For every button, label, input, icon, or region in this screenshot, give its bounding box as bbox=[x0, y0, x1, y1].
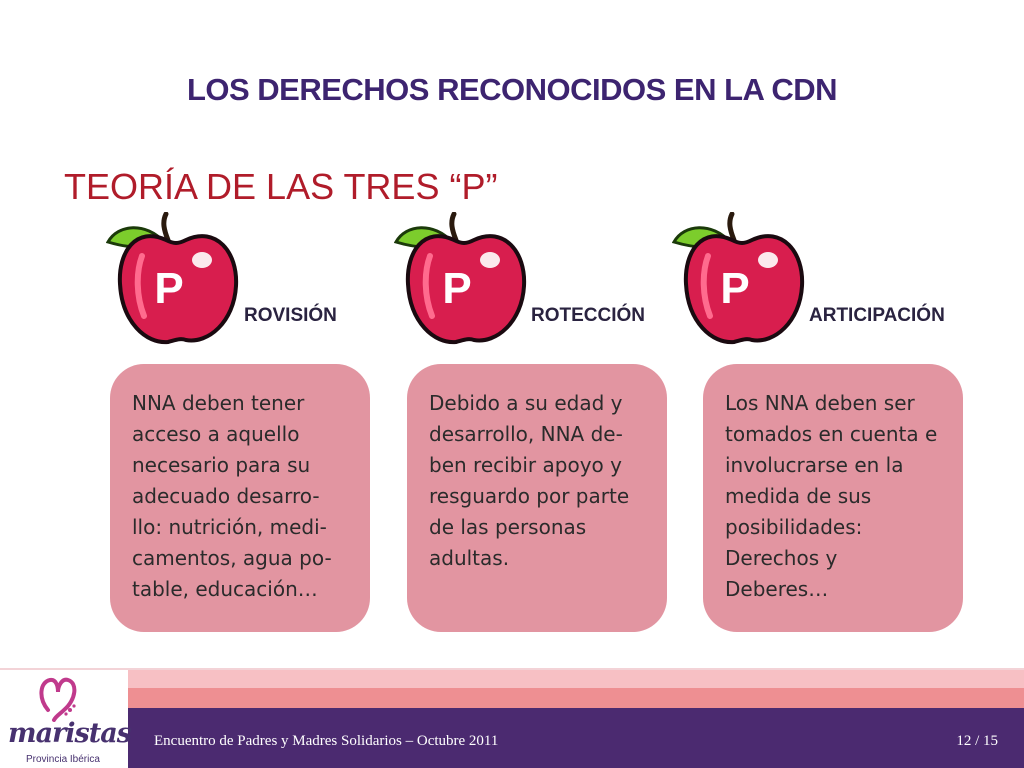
footer-band-light bbox=[128, 670, 1024, 688]
pillar-1-card bbox=[110, 364, 370, 632]
pillar-1-word: ROVISIÓN bbox=[244, 305, 337, 326]
footer-event-text: Encuentro de Padres y Madres Solidarios – Octubre 2011 bbox=[154, 733, 499, 749]
page-number: 12 / 15 bbox=[956, 733, 998, 749]
maristas-logo bbox=[0, 670, 131, 768]
slide-title: LOS DERECHOS RECONOCIDOS EN LA CDN bbox=[186, 72, 838, 107]
pillar-2-word: ROTECCIÓN bbox=[531, 305, 645, 326]
logo-subtitle: Provincia Ibérica bbox=[26, 754, 100, 765]
maristas-logo-icon bbox=[34, 674, 80, 722]
apple-icon bbox=[106, 212, 246, 352]
pillar-3-card bbox=[703, 364, 963, 632]
pillar-1-letter: P bbox=[154, 264, 184, 313]
logo-wordmark: maristas bbox=[8, 718, 131, 749]
pillar-2-letter: P bbox=[442, 264, 472, 313]
footer-band-pink bbox=[128, 688, 1024, 708]
pillar-3-word: ARTICIPACIÓN bbox=[809, 305, 945, 326]
apple-icon bbox=[394, 212, 534, 352]
apple-icon bbox=[672, 212, 812, 352]
pillar-3-letter: P bbox=[720, 264, 750, 313]
pillar-1-text: NNA deben tener acceso a aquello necesario para su adecuado desarro- llo: nutrición, medi- camentos, agua po- table, educación… bbox=[132, 391, 332, 601]
pillar-2-text: Debido a su edad y desarrollo, NNA de- ben recibir apoyo y resguardo por parte de las personas adultas. bbox=[429, 391, 630, 570]
pillar-3-text: Los NNA deben ser tomados en cuenta e involucrarse en la medida de sus posibilidades: Derechos y Deberes… bbox=[725, 391, 938, 601]
pillar-2-card bbox=[407, 364, 667, 632]
slide-subtitle: TEORÍA DE LAS TRES “P” bbox=[64, 166, 498, 207]
